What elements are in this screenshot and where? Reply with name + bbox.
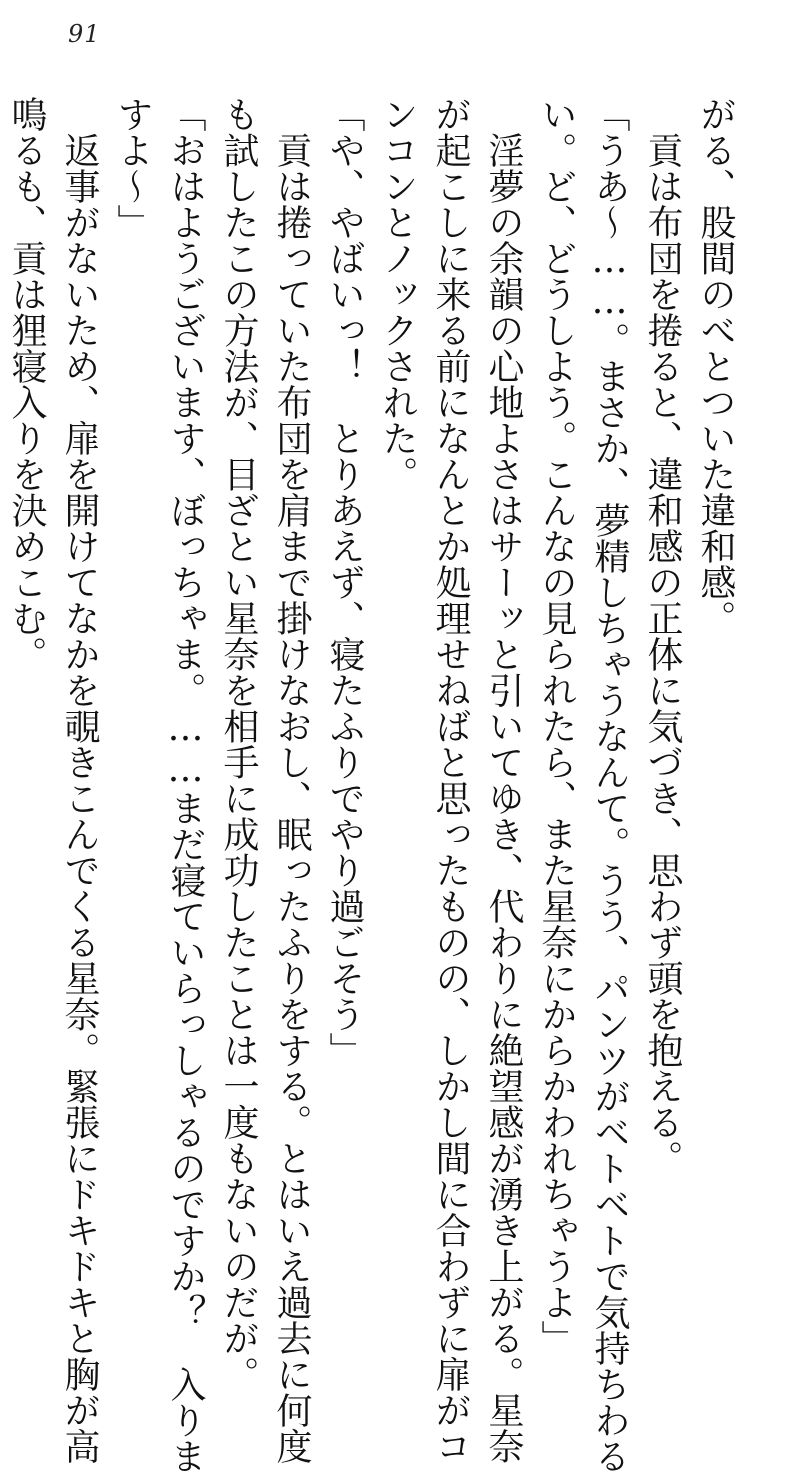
text-line: 鳴るも、貢は狸寝入りを決めこむ。	[6, 96, 47, 672]
text-line: がる、股間のべとついた違和感。	[695, 96, 736, 636]
text-line: 貢は布団を捲ると、違和感の正体に気づき、思わず頭を抱える。	[642, 96, 683, 1176]
text-line: 淫夢の余韻の心地よさはサーッと引いてゆき、代わりに絶望感が湧き上がる。星奈	[483, 96, 524, 1464]
text-line: い。ど、どうしよう。こんなの見られたら、また星奈にからかわれちゃうよ」	[536, 96, 577, 1356]
text-line: も試したこの方法が、目ざとい星奈を相手に成功したことは一度もないのだが。	[218, 96, 259, 1392]
text-line: が起こしに来る前になんとか処理せねばと思ったものの、しかし間に合わずに扉がコ	[430, 96, 471, 1464]
page-number: 91	[68, 20, 101, 48]
text-line: ンコンとノックされた。	[377, 96, 418, 492]
text-line: すよ〜」	[112, 96, 153, 240]
text-line: 「おはようございます、ぼっちゃま。……まだ寝ていらっしゃるのですか？ 入りま	[165, 96, 206, 1474]
text-line: 「うあ〜……。まさか、夢精しちゃうなんて。うう、パンツがベトベトで気持ちわる	[589, 96, 630, 1474]
body-text	[0, 96, 742, 1474]
text-line: 貢は捲っていた布団を肩まで掛けなおし、眠ったふりをする。とはいえ過去に何度	[271, 96, 312, 1464]
text-line: 「や、やばいっ！ とりあえず、寝たふりでやり過ごそう」	[324, 96, 365, 1068]
text-line: 返事がないため、扉を開けてなかを覗きこんでくる星奈。緊張にドキドキと胸が高	[59, 96, 100, 1464]
